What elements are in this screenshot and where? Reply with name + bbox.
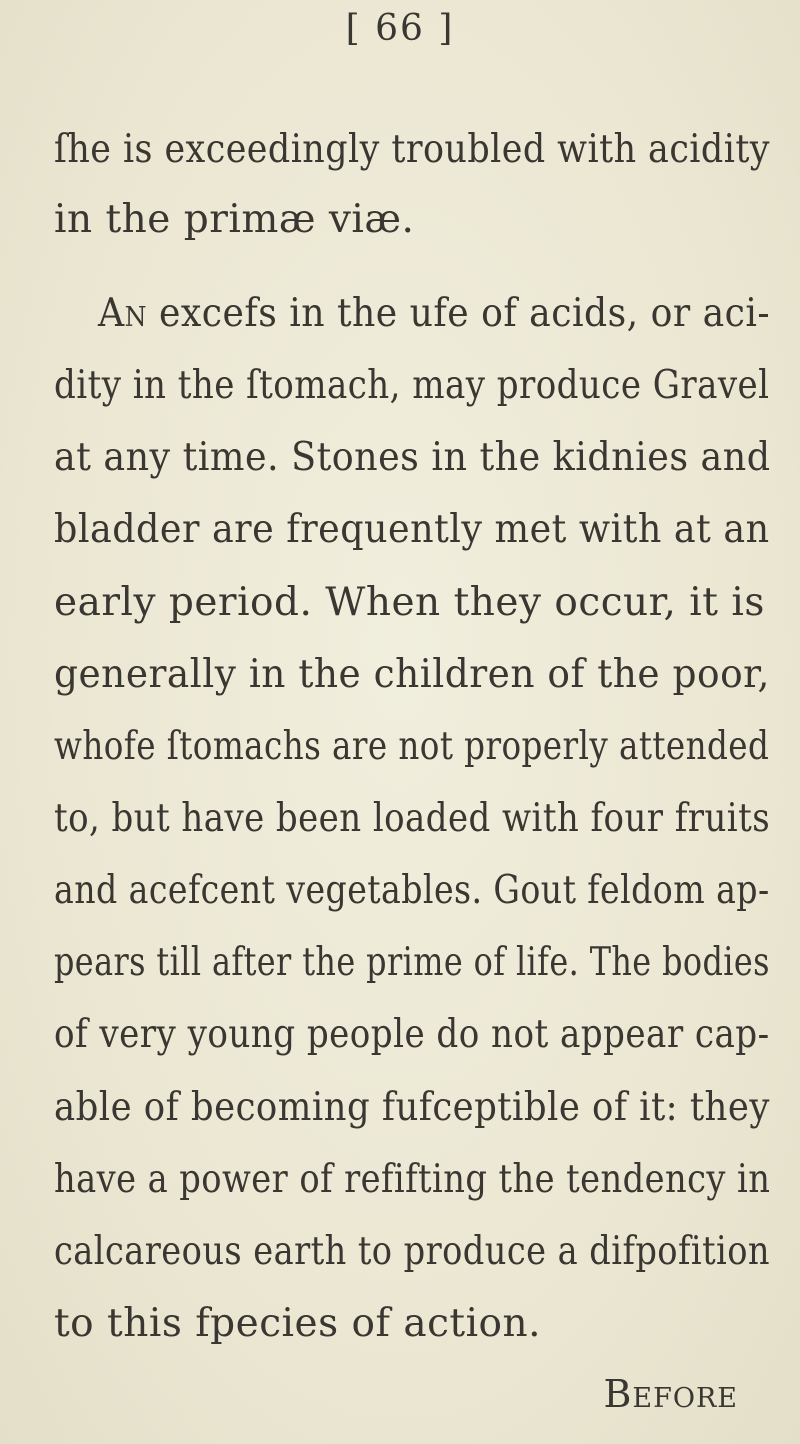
text-line: calcareous earth to produce a difpofition: [54, 1229, 771, 1274]
text-line: to, but have been loaded with four fruits: [54, 796, 771, 841]
text-line: and acefcent vegetables. Gout feldom ap-: [54, 868, 770, 913]
text-line: generally in the children of the poor,: [54, 652, 770, 697]
text-line: in the primæ viæ.: [54, 197, 415, 242]
text-line-rest: excefs in the ufe of acids, or aci-: [158, 291, 771, 336]
text-line: pears till after the prime of life. The bodies: [54, 940, 770, 985]
text-line: [98, 290, 770, 338]
text-line: of very young people do not appear cap-: [54, 1012, 770, 1057]
drop-word: An: [98, 291, 147, 336]
text-line: early period. When they occur, it is: [54, 580, 765, 625]
text-line: dity in the ſtomach, may produce Gravel: [54, 363, 770, 408]
catchword: Before: [603, 1372, 738, 1416]
text-line: ſhe is exceedingly troubled with acidity: [54, 127, 770, 172]
text-line: bladder are frequently met with at an: [54, 507, 770, 552]
text-line: at any time. Stones in the kidnies and: [54, 435, 771, 480]
text-line: have a power of refifting the tendency in: [54, 1157, 771, 1202]
page-number: [ 66 ]: [345, 8, 455, 49]
text-line: whofe ſtomachs are not properly attended: [54, 724, 770, 769]
text-line: to this fpecies of action.: [54, 1301, 542, 1346]
text-line: able of becoming fufceptible of it: they: [54, 1085, 770, 1130]
